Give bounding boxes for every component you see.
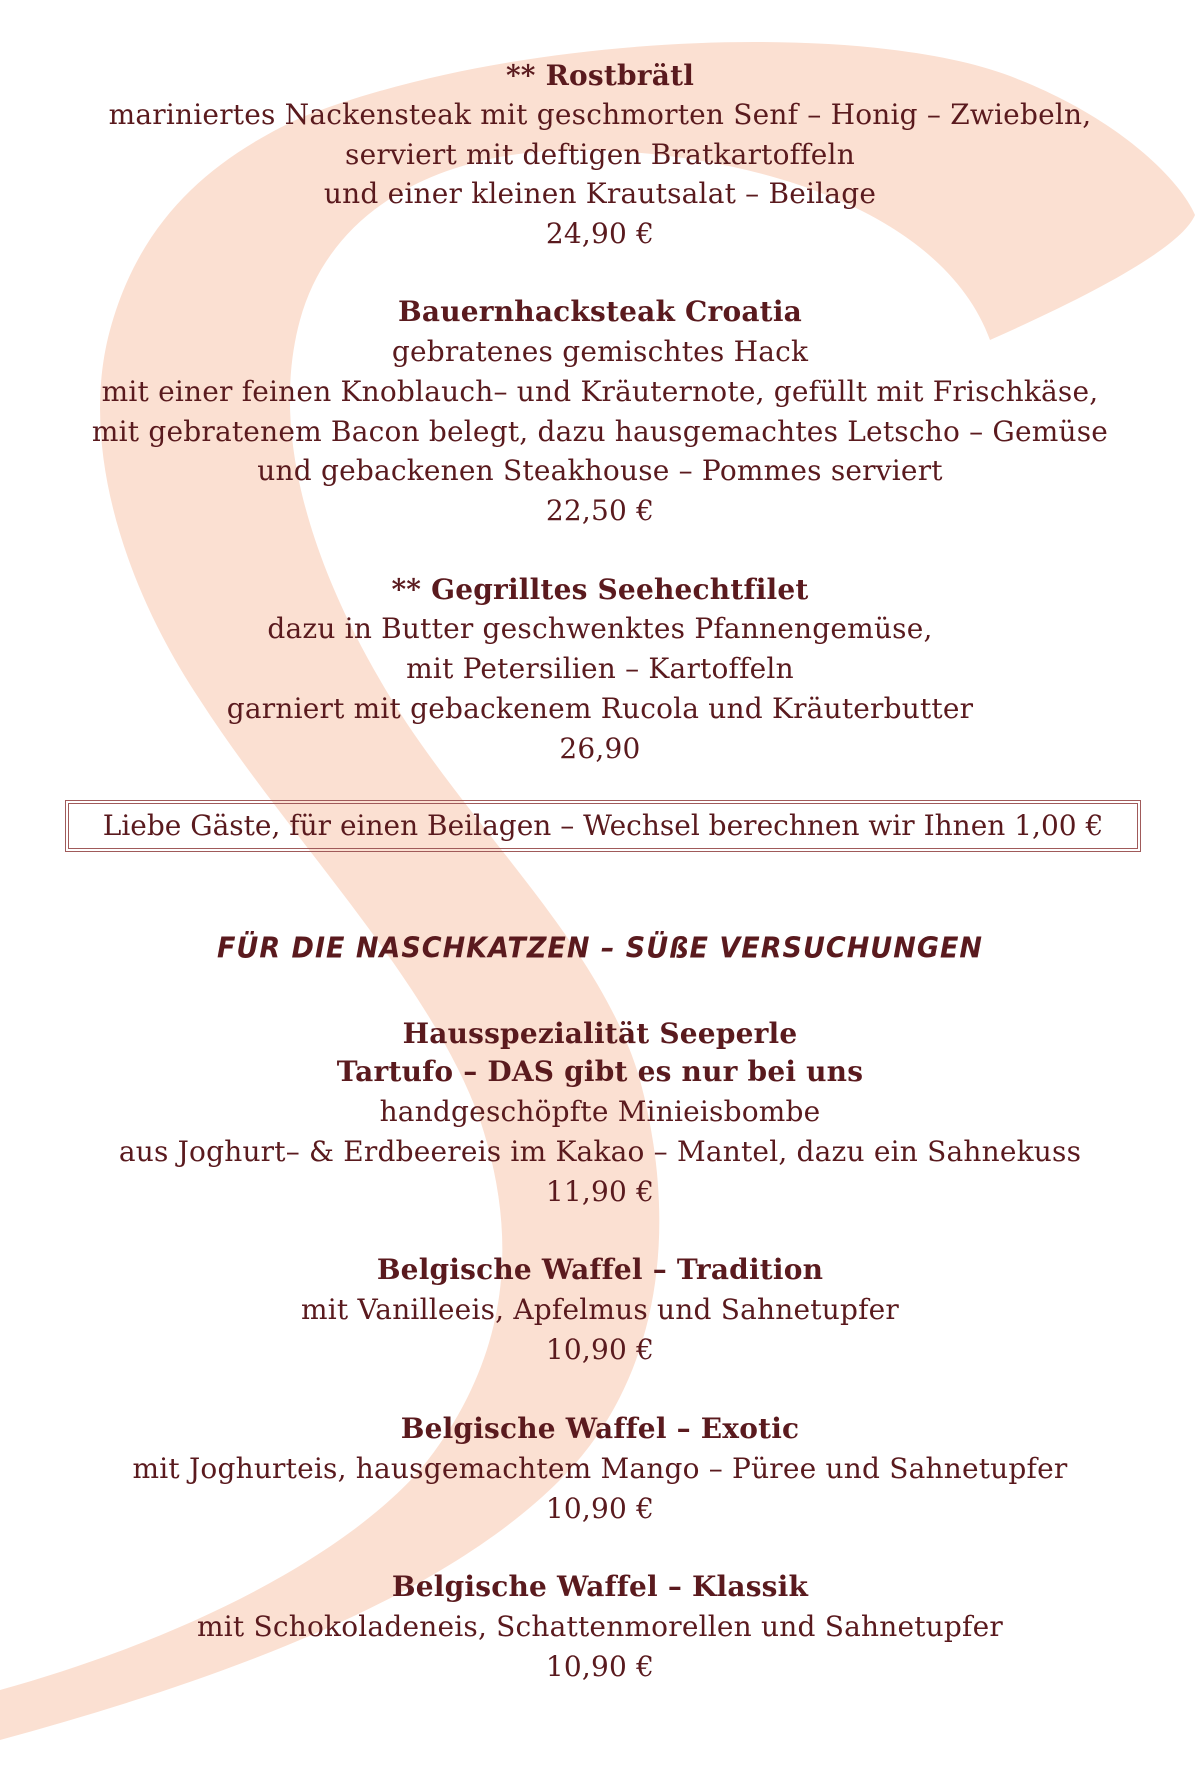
- side-dish-change-notice: Liebe Gäste, für einen Beilagen – Wechsel berechnen wir Ihnen 1,00 €: [65, 800, 1141, 852]
- dessert-price: 10,90 €: [545, 1333, 655, 1366]
- dish-title: Bauernhacksteak Croatia: [397, 295, 802, 328]
- dish-price: 22,50 €: [545, 494, 655, 527]
- dessert-title: Belgische Waffel – Klassik: [391, 1570, 809, 1603]
- dessert-price: 11,90 €: [545, 1175, 655, 1208]
- dish-description-line: mariniertes Nackensteak mit geschmorten Senf – Honig – Zwiebeln,: [108, 98, 1092, 131]
- dessert-description-line: aus Joghurt– & Erdbeereis im Kakao – Mantel, dazu ein Sahnekuss: [118, 1135, 1082, 1168]
- dessert-description-line: handgeschöpfte Minieisbombe: [379, 1095, 821, 1128]
- dish-description-line: mit gebratenem Bacon belegt, dazu hausgemachtes Letscho – Gemüse: [91, 415, 1109, 448]
- dish-description-line: garniert mit gebackenem Rucola und Kräuterbutter: [226, 692, 974, 725]
- dessert-price: 10,90 €: [545, 1492, 655, 1525]
- dessert-title: Belgische Waffel – Tradition: [376, 1253, 824, 1286]
- dish-title: ** Gegrilltes Seehechtfilet: [391, 573, 809, 606]
- dish-description-line: und gebackenen Steakhouse – Pommes serviert: [257, 454, 943, 487]
- dish-description-line: mit einer feinen Knoblauch– und Kräuternote, gefüllt mit Frischkäse,: [101, 375, 1099, 408]
- dish-price: 24,90 €: [545, 217, 655, 250]
- dessert-description-line: mit Vanilleeis, Apfelmus und Sahnetupfer: [301, 1293, 899, 1326]
- dish-description-line: dazu in Butter geschwenktes Pfannengemüse,: [267, 612, 933, 645]
- dish-title: ** Rostbrätl: [505, 59, 695, 92]
- dish-description-line: gebratenes gemischtes Hack: [391, 335, 809, 368]
- dish-description-line: serviert mit deftigen Bratkartoffeln: [345, 138, 855, 171]
- dish-description-line: und einer kleinen Krautsalat – Beilage: [323, 177, 877, 210]
- dessert-description-line: mit Joghurteis, hausgemachtem Mango – Püree und Sahnetupfer: [132, 1452, 1068, 1485]
- section-heading-desserts: FÜR DIE NASCHKATZEN – SÜßE VERSUCHUNGEN: [216, 932, 984, 965]
- dessert-title: Belgische Waffel – Exotic: [400, 1412, 800, 1445]
- dish-price: 26,90: [559, 732, 641, 765]
- dessert-description-line: mit Schokoladeneis, Schattenmorellen und Sahnetupfer: [197, 1610, 1003, 1643]
- dessert-title: Hausspezialität Seeperle: [402, 1017, 798, 1050]
- dessert-price: 10,90 €: [545, 1650, 655, 1683]
- dessert-title: Tartufo – DAS gibt es nur bei uns: [336, 1055, 864, 1088]
- dish-description-line: mit Petersilien – Kartoffeln: [406, 652, 794, 685]
